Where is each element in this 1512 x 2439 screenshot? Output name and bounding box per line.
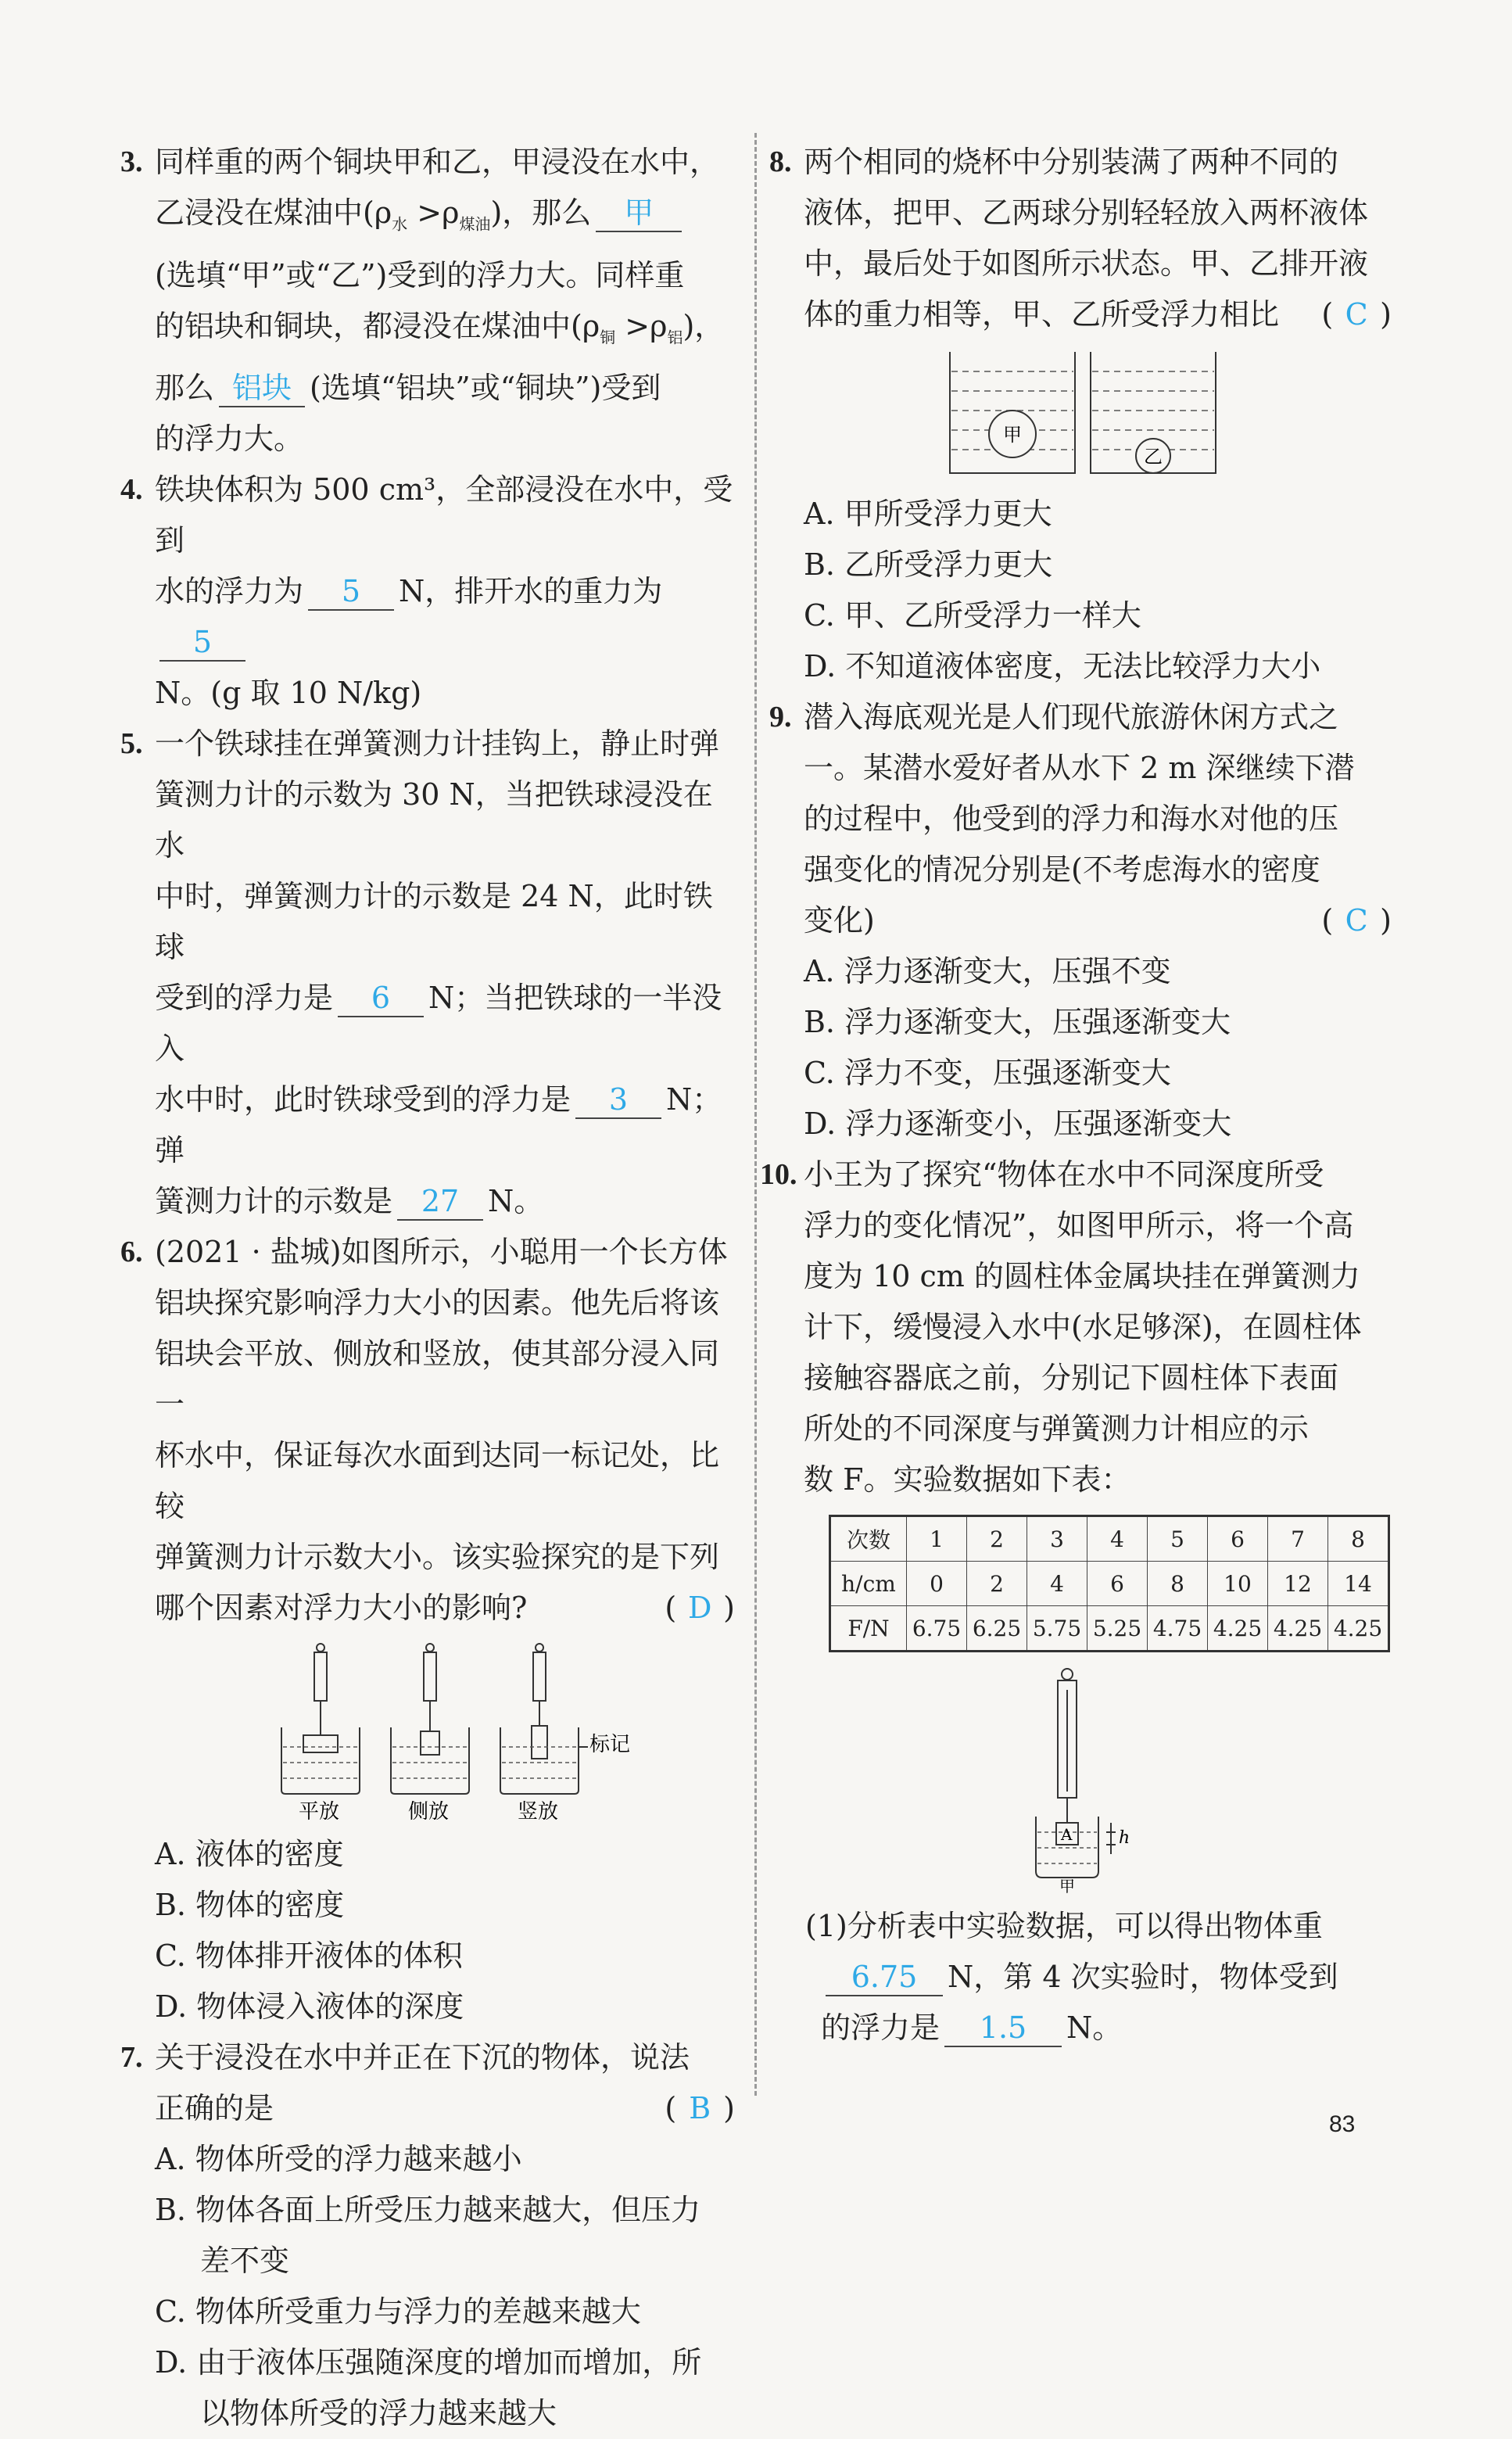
answer-blank[interactable]: 3 — [575, 1081, 661, 1119]
option-c[interactable]: C. 物体排开液体的体积 — [155, 1939, 463, 1974]
text-line: 变化) ( C ) — [804, 895, 1392, 946]
data-table — [829, 1515, 1390, 1652]
option-c[interactable]: C. 甲、乙所受浮力一样大 — [804, 598, 1141, 633]
table-cell: 7 — [1268, 1516, 1328, 1562]
table-cell: 4.75 — [1148, 1606, 1208, 1652]
text-line: 簧测力计的示数为 30 N，当把铁球浸没在水 — [155, 777, 713, 863]
option-b[interactable]: B. 物体各面上所受压力越来越大，但压力 差不变 — [155, 2193, 701, 2279]
question-number: 7. — [120, 2041, 143, 2075]
text-line: 铝块会平放、侧放和竖放，使其部分浸入同一 — [155, 1336, 720, 1422]
option-c[interactable]: C. 物体所受重力与浮力的差越来越大 — [155, 2294, 641, 2330]
text-line: 数 F。实验数据如下表： — [804, 1462, 1131, 1497]
text-line: 度为 10 cm 的圆柱体金属块挂在弹簧测力 — [804, 1259, 1360, 1293]
answer-blank[interactable]: 6 — [338, 980, 424, 1017]
table-cell: 1 — [907, 1516, 967, 1562]
option-b[interactable]: B. 乙所受浮力更大 — [804, 547, 1053, 582]
question-7 — [120, 2032, 735, 2134]
answer-blank[interactable]: 甲 — [596, 195, 682, 232]
table-cell: 6 — [1087, 1562, 1148, 1606]
answer-blank[interactable]: 1.5 — [944, 2010, 1062, 2047]
text-line: 的铝块和铜块，都浸没在煤油中$(\rho_铜 >\rho_铝)$， — [155, 308, 725, 347]
question-4 — [120, 464, 735, 719]
text-line: 水的浮力为 5 N，排开水的重力为5 — [155, 566, 735, 668]
table-cell: 6.75 — [907, 1606, 967, 1652]
table-cell: 8 — [1148, 1562, 1208, 1606]
question-10-part-1 — [774, 1901, 1392, 2053]
text-line: 正确的是 ( B ) — [155, 2083, 735, 2134]
text-line: 小王为了探究“物体在水中不同深度所受 — [804, 1157, 1324, 1192]
text-line: 铝块探究影响浮力大小的因素。他先后将该 — [155, 1286, 720, 1321]
text-line: 乙浸没在煤油中$(\rho_水 >\rho_{煤油})$，那么 甲 — [155, 188, 735, 250]
text-line: (选填“甲”或“乙”)受到的浮力大。同样重 — [155, 257, 685, 292]
option-a[interactable]: A. 浮力逐渐变大，压强不变 — [804, 954, 1171, 988]
options-q8 — [774, 489, 1392, 692]
table-row-trials — [830, 1516, 1389, 1562]
table-row-h — [830, 1562, 1389, 1606]
text-line: 弹簧测力计示数大小。该实验探究的是下列 — [155, 1540, 720, 1575]
table-cell: 3 — [1027, 1516, 1087, 1562]
option-a[interactable]: A. 甲所受浮力更大 — [804, 497, 1052, 531]
text-line: 的浮力大。 — [155, 421, 304, 457]
text-line: N。(g 取 10 N/kg) — [155, 676, 422, 711]
page-number: 83 — [1329, 2111, 1356, 2137]
answer-bracket[interactable]: ( D ) — [665, 1591, 735, 1626]
depth-h-label: h — [1119, 1828, 1130, 1848]
text-line: 液体，把甲、乙两球分别轻轻放入两杯液体 — [804, 195, 1369, 230]
table-head: 次数 — [830, 1516, 907, 1562]
table-cell: 5 — [1148, 1516, 1208, 1562]
table-cell: 8 — [1328, 1516, 1389, 1562]
text-line: (2021 · 盐城)如图所示，小聪用一个长方体 — [155, 1235, 728, 1270]
table-cell: 4 — [1087, 1516, 1148, 1562]
figure-caption: 甲 — [1059, 1877, 1075, 1896]
table-cell: 6.25 — [967, 1606, 1027, 1652]
table-head: h/cm — [830, 1562, 907, 1606]
options-q7 — [125, 2134, 735, 2439]
answer-blank[interactable]: 铝块 — [219, 370, 305, 407]
text-line: 杯水中，保证每次水面到达同一标记处，比较 — [155, 1438, 720, 1524]
answer-bracket[interactable]: ( B ) — [665, 2091, 735, 2126]
figure-cylinder-scale — [1020, 1666, 1145, 1896]
table-cell: 2 — [967, 1562, 1027, 1606]
table-cell: 0 — [907, 1562, 967, 1606]
question-number: 3. — [120, 145, 143, 178]
table-cell: 14 — [1328, 1562, 1389, 1606]
ball-jia-label: 甲 — [1003, 424, 1022, 446]
right-column — [760, 137, 1392, 2053]
table-row-f — [830, 1606, 1389, 1652]
text-line: 同样重的两个铜块甲和乙，甲浸没在水中， — [155, 145, 720, 179]
block-a-label: A — [1061, 1825, 1073, 1844]
table-head: F/N — [830, 1606, 907, 1652]
fig-label-vertical: 竖放 — [518, 1800, 559, 1824]
figure-spring-scales — [250, 1641, 631, 1824]
text-line: 所处的不同深度与弹簧测力计相应的示 — [804, 1411, 1310, 1446]
question-8 — [769, 137, 1392, 340]
table-cell: 4.25 — [1208, 1606, 1268, 1652]
question-10 — [760, 1150, 1392, 1505]
option-b[interactable]: B. 浮力逐渐变大，压强逐渐变大 — [804, 1005, 1231, 1039]
table-cell: 2 — [967, 1516, 1027, 1562]
table-cell: 10 — [1208, 1562, 1268, 1606]
text-line: 6.75 N，第 4 次实验时，物体受到 — [821, 1952, 1392, 2003]
text-line: 簧测力计的示数是 27 N。 — [155, 1176, 735, 1227]
text-line: 水中时，此时铁球受到的浮力是 3 N；弹 — [155, 1082, 722, 1168]
text-line: 两个相同的烧杯中分别装满了两种不同的 — [804, 145, 1339, 179]
table-cell: 5.25 — [1087, 1606, 1148, 1652]
text-line: 强变化的情况分别是(不考虑海水的密度 — [804, 852, 1320, 887]
text-line: 一个铁球挂在弹簧测力计挂钩上，静止时弹 — [155, 726, 720, 762]
table-cell: 4.25 — [1268, 1606, 1328, 1652]
options-q9 — [774, 946, 1392, 1150]
column-divider — [754, 133, 757, 2096]
question-6 — [120, 1227, 735, 1634]
text-line: 体的重力相等，甲、乙所受浮力相比 ( C ) — [804, 289, 1392, 340]
question-3 — [120, 137, 735, 464]
option-d[interactable]: D. 物体浸入液体的深度 — [155, 1989, 464, 2025]
table-cell: 4.25 — [1328, 1606, 1389, 1652]
answer-blank[interactable]: 6.75 — [826, 1959, 943, 1996]
option-a[interactable]: A. 物体所受的浮力越来越小 — [155, 2142, 522, 2177]
text-line: 那么 铝块 (选填“铝块”或“铜块”)受到 — [155, 363, 735, 414]
option-d[interactable]: D. 由于液体压强随深度的增加而增加，所 以物体所受的浮力越来越大 — [155, 2345, 702, 2431]
table-cell: 4 — [1027, 1562, 1087, 1606]
text-line: 受到的浮力是 6 N；当把铁球的一半没入 — [155, 981, 722, 1067]
table-cell: 5.75 — [1027, 1606, 1087, 1652]
fig-label-side: 侧放 — [408, 1800, 450, 1824]
text-line: (1)分析表中实验数据，可以得出物体重 — [805, 1909, 1323, 1943]
question-number: 9. — [769, 701, 792, 733]
answer-bracket[interactable]: ( C ) — [1321, 903, 1392, 938]
question-number: 5. — [120, 727, 143, 761]
ball-yi-label: 乙 — [1144, 446, 1163, 468]
option-c[interactable]: C. 浮力不变，压强逐渐变大 — [804, 1056, 1171, 1090]
question-number: 4. — [120, 473, 143, 507]
option-d[interactable]: D. 浮力逐渐变小，压强逐渐变大 — [804, 1107, 1232, 1141]
text-line: 计下，缓慢浸入水中(水足够深)，在圆柱体 — [804, 1310, 1362, 1344]
option-d[interactable]: D. 不知道液体密度，无法比较浮力大小 — [804, 649, 1321, 683]
question-number: 8. — [769, 145, 792, 178]
table-cell: 6 — [1208, 1516, 1268, 1562]
text-line: 接触容器底之前，分别记下圆柱体下表面 — [804, 1361, 1339, 1395]
text-line: 关于浸没在水中并正在下沉的物体，说法 — [155, 2040, 690, 2075]
text-line: 中，最后处于如图所示状态。甲、乙排开液 — [804, 246, 1369, 281]
figure-beakers — [942, 348, 1224, 481]
text-line: 一。某潜水爱好者从水下 2 m 深继续下潜 — [804, 751, 1355, 785]
fig-label-flat: 平放 — [299, 1800, 340, 1824]
text-line: 的过程中，他受到的浮力和海水对他的压 — [804, 802, 1339, 836]
question-5 — [120, 719, 735, 1227]
option-b[interactable]: B. 物体的密度 — [155, 1888, 345, 1923]
left-column — [120, 137, 735, 2439]
table-cell: 12 — [1268, 1562, 1328, 1606]
text-line: 铁块体积为 500 cm³，全部浸没在水中，受到 — [155, 472, 733, 558]
answer-bracket[interactable]: ( C ) — [1321, 297, 1392, 332]
answer-blank[interactable]: 5 — [308, 573, 394, 611]
text-line: 浮力的变化情况”，如图甲所示，将一个高 — [804, 1208, 1354, 1243]
option-a[interactable]: A. 液体的密度 — [155, 1837, 344, 1872]
text-line: 潜入海底观光是人们现代旅游休闲方式之 — [804, 700, 1339, 734]
text-line: 中时，弹簧测力计的示数是 24 N，此时铁球 — [155, 879, 713, 965]
answer-blank[interactable]: 27 — [397, 1183, 483, 1221]
text-line: 哪个因素对浮力大小的影响? ( D ) — [155, 1583, 735, 1634]
question-number: 10. — [760, 1158, 797, 1191]
options-q6 — [125, 1829, 735, 2032]
text-line: 的浮力是 1.5 N。 — [821, 2003, 1392, 2053]
answer-blank[interactable]: 5 — [159, 624, 245, 662]
question-number: 6. — [120, 1236, 143, 1269]
question-9 — [769, 692, 1392, 946]
fig-mark-label: 标记 — [589, 1733, 631, 1757]
